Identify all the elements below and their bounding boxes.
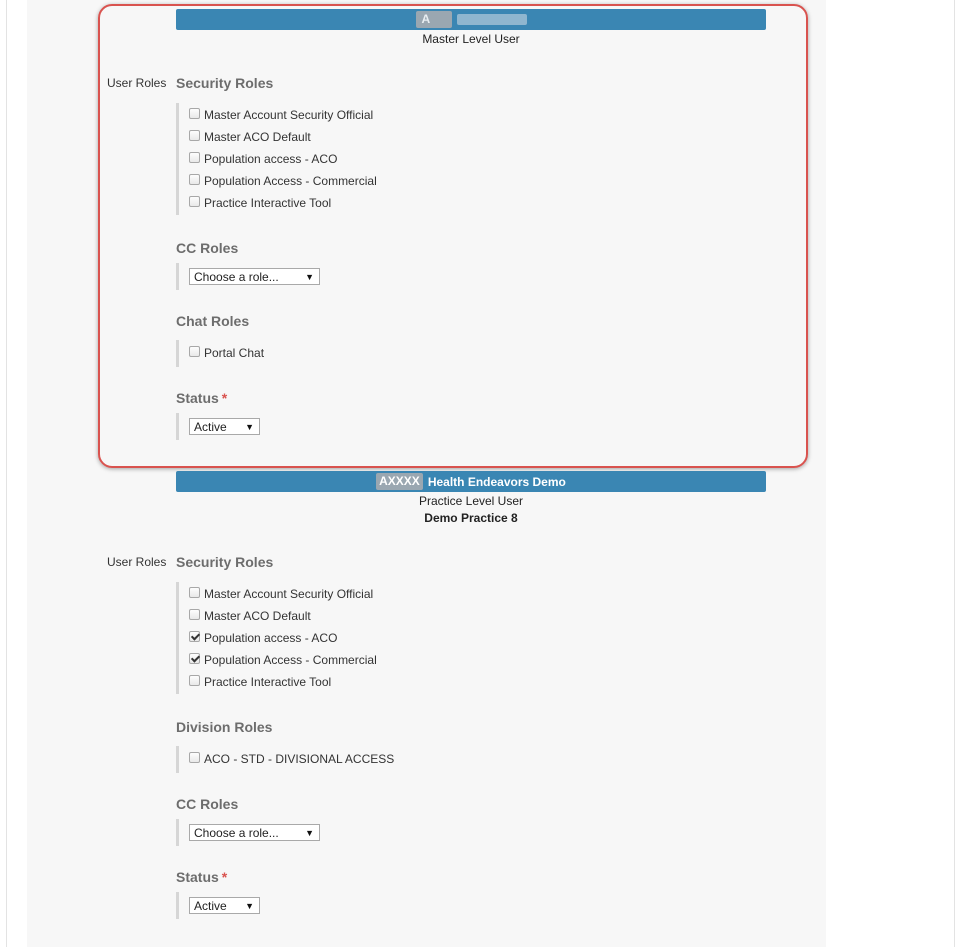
required-marker: *: [221, 869, 228, 885]
checkbox-label: ACO - STD - DIVISIONAL ACCESS: [204, 752, 395, 766]
dropdown-arrow-icon: ▼: [305, 271, 314, 282]
master-chat-roles-heading: Chat Roles: [176, 313, 250, 329]
checkbox-label: Portal Chat: [204, 346, 265, 360]
practice-cc-role-select[interactable]: [189, 824, 320, 841]
checkbox-label: Master Account Security Official: [204, 108, 374, 122]
master-role-master-account-security-official[interactable]: [189, 107, 373, 123]
master-org-code: A: [416, 11, 452, 28]
practice-division-roles-heading: Division Roles: [176, 719, 273, 735]
select-value: Active: [194, 419, 227, 434]
practice-cc-roles-heading: CC Roles: [176, 796, 239, 812]
practice-security-roles-heading: Security Roles: [176, 554, 274, 570]
checkbox[interactable]: [189, 752, 200, 763]
checkbox-label: Population Access - Commercial: [204, 653, 377, 667]
practice-status-heading: [176, 869, 227, 885]
select-value: Choose a role...: [194, 269, 279, 284]
checkbox[interactable]: [189, 130, 200, 141]
master-status-rule: [176, 413, 179, 440]
dropdown-arrow-icon: ▼: [305, 827, 314, 838]
checkbox-label: Practice Interactive Tool: [204, 675, 332, 689]
practice-org-name: Health Endeavors Demo: [427, 474, 566, 489]
master-security-roles-heading: Security Roles: [176, 75, 274, 91]
master-chat-role-portal-chat[interactable]: [189, 345, 264, 361]
practice-division-roles-rule: [176, 746, 179, 773]
checkbox[interactable]: [189, 346, 200, 357]
checkbox[interactable]: [189, 196, 200, 207]
master-cc-roles-heading: CC Roles: [176, 240, 239, 256]
checkbox[interactable]: [189, 152, 200, 163]
master-status-heading: [176, 390, 227, 406]
practice-role-master-account-security-official[interactable]: [189, 586, 373, 602]
practice-role-master-aco-default[interactable]: [189, 608, 311, 624]
checkbox[interactable]: [189, 174, 200, 185]
practice-name: Demo Practice 8: [424, 511, 518, 525]
practice-status-rule: [176, 892, 179, 919]
checkbox-label: Practice Interactive Tool: [204, 196, 332, 210]
master-cc-role-select[interactable]: [189, 268, 320, 285]
dropdown-arrow-icon: ▼: [245, 421, 254, 432]
checkbox-checked[interactable]: [189, 631, 200, 642]
master-status-select[interactable]: [189, 418, 260, 435]
checkbox-label: Population access - ACO: [204, 631, 338, 645]
practice-user-roles-label: User Roles: [107, 555, 167, 569]
master-role-population-access-commercial[interactable]: [189, 173, 377, 189]
practice-role-population-access-commercial[interactable]: [189, 652, 377, 668]
master-cc-roles-rule: [176, 263, 179, 290]
checkbox[interactable]: [189, 108, 200, 119]
checkbox-label: Master ACO Default: [204, 609, 311, 623]
master-security-roles-rule: [176, 103, 179, 215]
master-org-header-bar: [176, 9, 766, 30]
select-value: Active: [194, 898, 227, 913]
practice-division-role-aco-std-divisional-access[interactable]: [189, 751, 394, 767]
status-heading-text: Status: [176, 869, 219, 885]
practice-org-code: AXXXX: [376, 473, 423, 490]
master-role-practice-interactive-tool[interactable]: [189, 195, 331, 211]
practice-role-practice-interactive-tool[interactable]: [189, 674, 331, 690]
master-user-roles-label: User Roles: [107, 76, 167, 90]
master-org-name-redacted: [457, 14, 527, 25]
practice-security-roles-rule: [176, 582, 179, 694]
page-right-border: [954, 0, 955, 947]
practice-role-population-access-aco[interactable]: [189, 630, 337, 646]
practice-cc-roles-rule: [176, 819, 179, 846]
practice-level-label: Practice Level User: [418, 494, 524, 508]
dropdown-arrow-icon: ▼: [245, 900, 254, 911]
master-role-master-aco-default[interactable]: [189, 129, 311, 145]
required-marker: *: [221, 390, 228, 406]
checkbox-label: Population access - ACO: [204, 152, 338, 166]
master-role-population-access-aco[interactable]: [189, 151, 337, 167]
checkbox[interactable]: [189, 675, 200, 686]
checkbox-label: Master Account Security Official: [204, 587, 374, 601]
master-level-label: Master Level User: [422, 32, 520, 46]
checkbox[interactable]: [189, 587, 200, 598]
practice-org-header-bar: [176, 471, 766, 492]
page-left-border: [6, 0, 7, 947]
checkbox-label: Population Access - Commercial: [204, 174, 377, 188]
select-value: Choose a role...: [194, 825, 279, 840]
checkbox[interactable]: [189, 609, 200, 620]
status-heading-text: Status: [176, 390, 219, 406]
practice-status-select[interactable]: [189, 897, 260, 914]
master-chat-roles-rule: [176, 340, 179, 367]
checkbox-label: Master ACO Default: [204, 130, 311, 144]
checkbox-checked[interactable]: [189, 653, 200, 664]
